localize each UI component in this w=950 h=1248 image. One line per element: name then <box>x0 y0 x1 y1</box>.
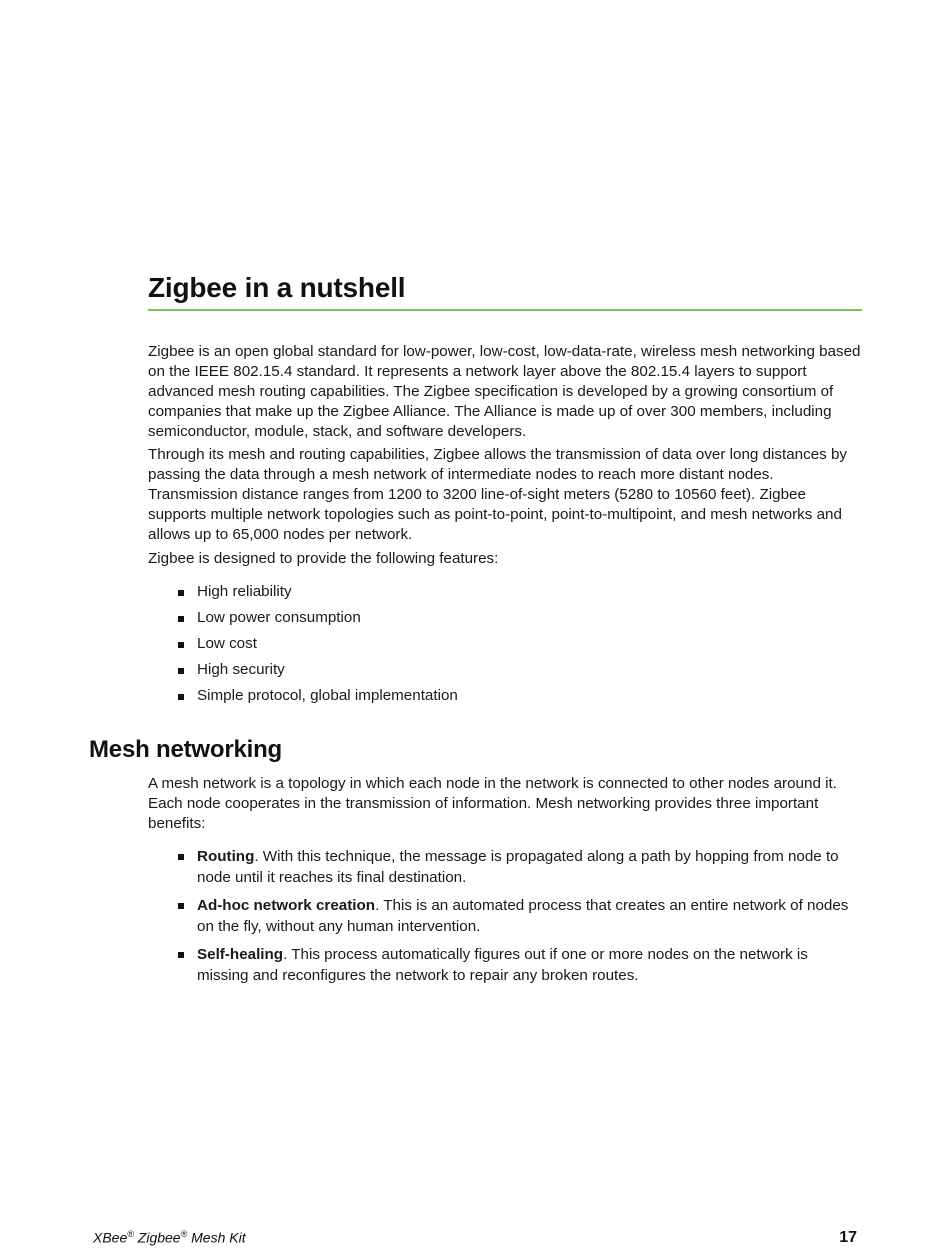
feature-list <box>148 582 862 712</box>
bullet-square-icon <box>178 952 184 958</box>
registered-mark: ® <box>180 1229 188 1239</box>
list-item <box>148 582 862 602</box>
feature-label: High reliability <box>197 583 292 600</box>
list-item <box>148 846 862 888</box>
benefit-text: . This is an automated process that creates an entire network of nodes on the fly, without any human intervention. <box>197 897 849 935</box>
benefit-term: Ad-hoc network creation <box>197 897 376 914</box>
bullet-square-icon <box>178 903 184 909</box>
registered-mark: ® <box>127 1229 134 1239</box>
list-item <box>148 608 862 628</box>
list-item <box>148 895 862 937</box>
footer-product-part: Zigbee <box>133 1229 181 1246</box>
bullet-square-icon <box>178 668 184 674</box>
feature-label: High security <box>197 661 285 678</box>
feature-label: Low cost <box>197 635 257 652</box>
feature-label: Low power consumption <box>197 609 361 626</box>
page-number: 17 <box>839 1229 857 1246</box>
paragraph-intro: Zigbee is an open global standard for low-power, low-cost, low-data-rate, wireless mesh networking based on the IEEE 802.15.4 standard. It represents a network layer above the 802.15.4 layers to support advanced mesh routing capabilities. The Zigbee specification is developed by a growing consortium of companies that make up the Zigbee Alliance. The Alliance is made up of over 300 members, including semiconductor, module, stack, and software developers. <box>148 343 861 440</box>
paragraph-features-lead: Zigbee is designed to provide the following features: <box>148 550 499 567</box>
benefit-text: . This process automatically figures out if one or more nodes on the network is missing and reconfigures the network to repair any broken routes. <box>197 946 808 984</box>
subsection-title: Mesh networking <box>89 736 283 763</box>
list-item <box>148 634 862 654</box>
bullet-square-icon <box>178 854 184 860</box>
footer-product-name <box>93 1229 246 1246</box>
footer-product-part: XBee <box>93 1229 128 1246</box>
list-item <box>148 944 862 986</box>
bullet-square-icon <box>178 694 184 700</box>
feature-label: Simple protocol, global implementation <box>197 687 458 704</box>
section-title: Zigbee in a nutshell <box>148 272 406 303</box>
bullet-square-icon <box>178 616 184 622</box>
paragraph-mesh-intro: A mesh network is a topology in which each node in the network is connected to other nodes around it. Each node cooperates in the transmission of information. Mesh networking provides three important benefits: <box>148 775 837 832</box>
bullet-square-icon <box>178 642 184 648</box>
title-underline <box>148 309 862 311</box>
benefit-term: Self-healing <box>197 946 284 963</box>
benefit-list <box>148 846 862 993</box>
footer-product-part: Mesh Kit <box>187 1229 246 1246</box>
bullet-square-icon <box>178 590 184 596</box>
paragraph-routing: Through its mesh and routing capabilities, Zigbee allows the transmission of data over long distances by passing the data through a mesh network of intermediate nodes to reach more distant nodes. Transmission distance ranges from 1200 to 3200 line-of-sight meters (5280 to 10560 feet). Zigbee supports multiple network topologies such as point-to-point, point-to-multipoint, and mesh networks and allows up to 65,000 nodes per network. <box>148 446 848 543</box>
list-item <box>148 686 862 706</box>
benefit-term: Routing <box>197 848 255 865</box>
list-item <box>148 660 862 680</box>
benefit-text: . With this technique, the message is propagated along a path by hopping from node to node until it reaches its final destination. <box>197 848 839 886</box>
